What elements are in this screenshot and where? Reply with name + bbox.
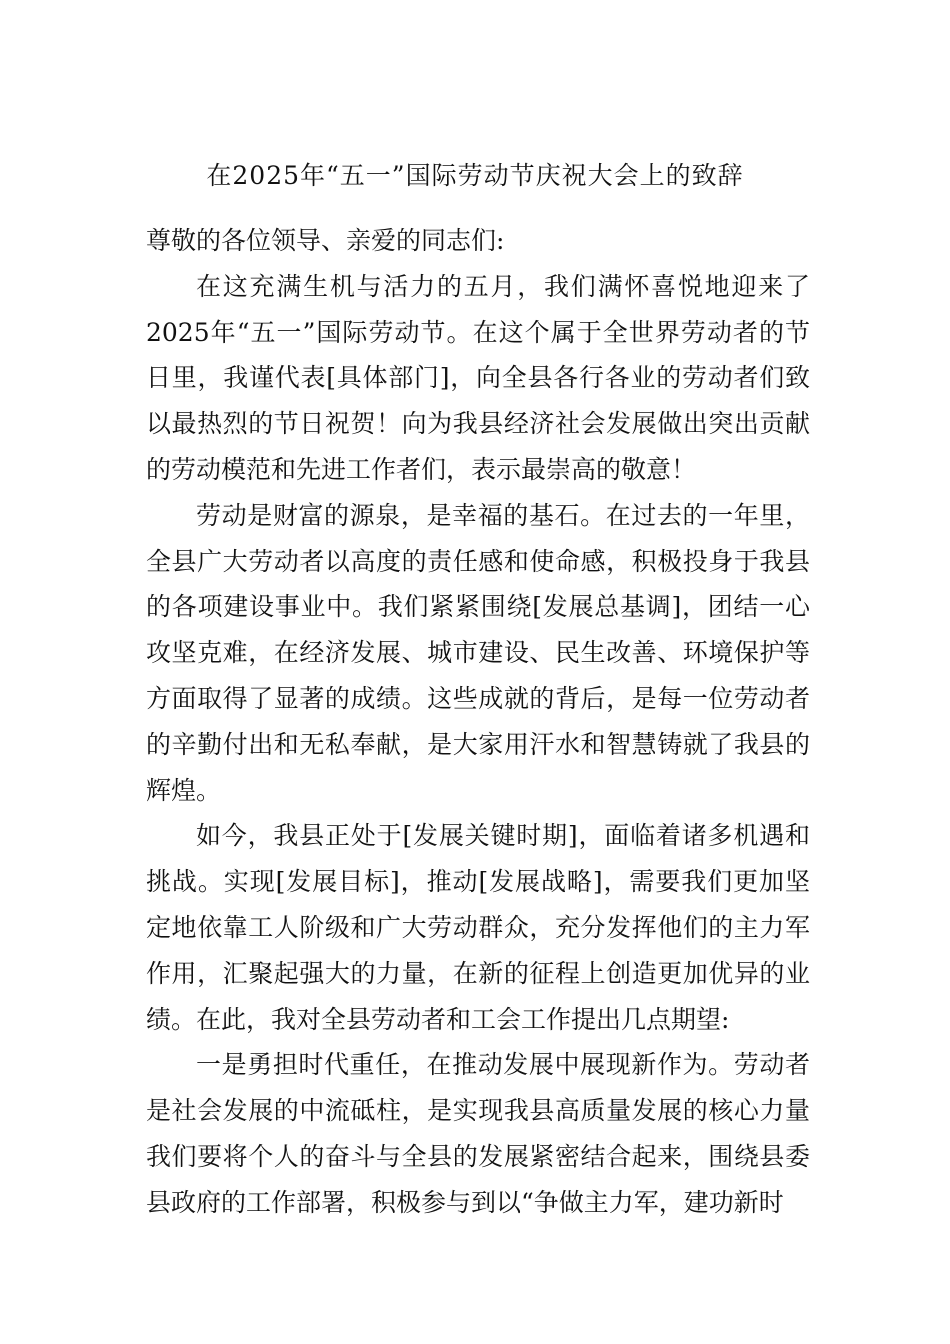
document-title: 在2025年“五一”国际劳动节庆祝大会上的致辞 [206, 161, 744, 190]
paragraph-1: 在这充满生机与活力的五月，我们满怀喜悦地迎来了2025年“五一”国际劳动节。在这个属于全世界劳动者的节日里，我谨代表[具体部门]，向全县各行各业的劳动者们致以最热烈的节日祝贺！向为我县经济社会发展做出突出贡献的劳动模范和先进工作者们，表示最崇高的敬意！ [146, 271, 810, 484]
document-body [146, 218, 810, 1226]
paragraph-2: 劳动是财富的源泉，是幸福的基石。在过去的一年里，全县广大劳动者以高度的责任感和使命感，积极投身于我县的各项建设事业中。我们紧紧围绕[发展总基调]，团结一心攻坚克难，在经济发展、城市建设、民生改善、环境保护等方面取得了显著的成绩。这些成就的背后，是每一位劳动者的辛勤付出和无私奉献，是大家用汗水和智慧铸就了我县的辉煌。 [146, 500, 810, 805]
paragraph-3: 如今，我县正处于[发展关键时期]，面临着诸多机遇和挑战。实现[发展目标]，推动[发展战略]，需要我们更加坚定地依靠工人阶级和广大劳动群众，充分发挥他们的主力军作用，汇聚起强大的力量，在新的征程上创造更加优异的业绩。在此，我对全县劳动者和工会工作提出几点期望: [146, 821, 810, 1034]
salutation: 尊敬的各位领导、亲爱的同志们: [146, 226, 505, 255]
paragraph-4: 一是勇担时代重任，在推动发展中展现新作为。劳动者是社会发展的中流砥柱，是实现我县高质量发展的核心力量我们要将个人的奋斗与全县的发展紧密结合起来，围绕县委县政府的工作部署，积极参与到以“争做主力军，建功新时 [146, 1050, 810, 1217]
